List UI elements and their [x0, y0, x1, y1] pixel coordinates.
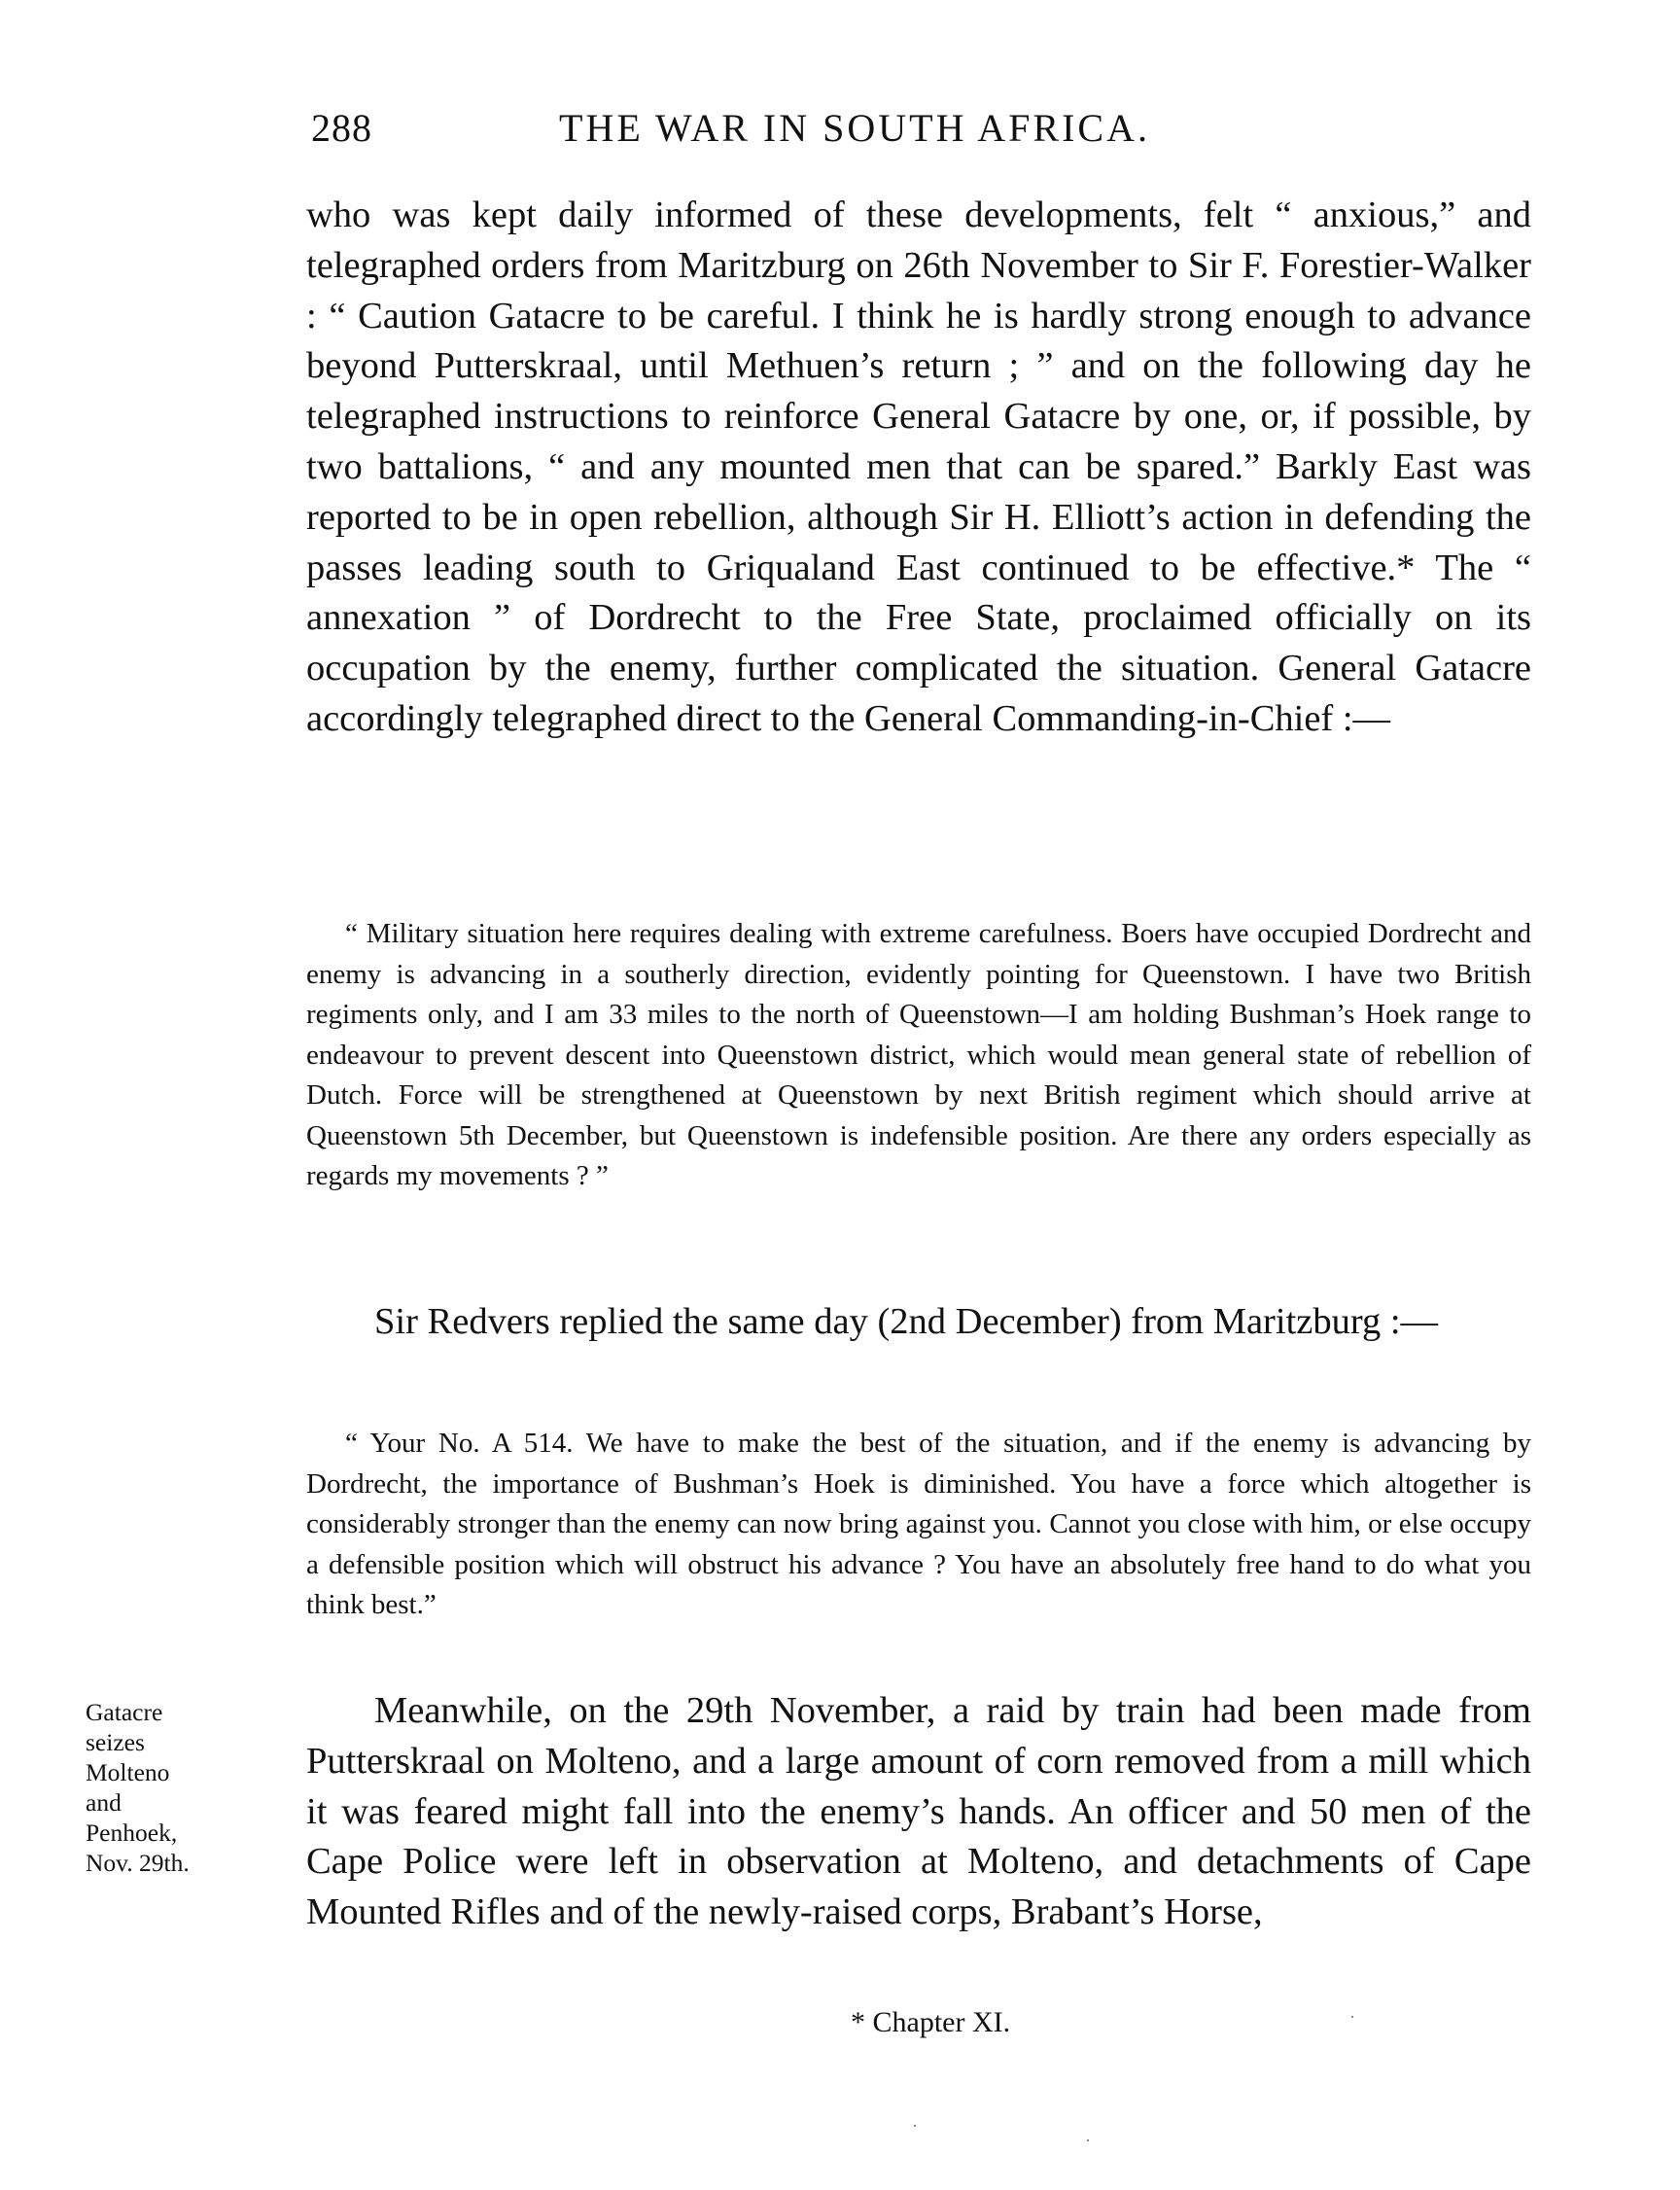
page-number: 288	[311, 106, 372, 150]
paragraph-text: who was kept daily informed of these developments, felt “ anxious,” and telegraphed orders from Maritzburg on 26th November to Sir F. Forestier-Walker : “ Caution Gatacre to be careful. I think he is hardly strong enough to advance beyond Putterskraal, until Methuen’s return ; ” and on the following day he telegraphed instructions to reinforce General Gatacre by one, or, if possible, by two battalions, “ and any mounted men that can be spared.” Barkly East was reported to be in open rebellion, although Sir H. Elliott’s action in defending the passes leading south to Griqualand East continued to be effective.* The “ annexation ” of Dordrecht to the Free State, proclaimed officially on its occupation by the enemy, further complicated the situation. General Gatacre accordingly telegraphed direct to the General Commanding-in-Chief :—	[306, 194, 1531, 739]
sidenote-line: Gatacre	[86, 1698, 163, 1726]
running-title: THE WAR IN SOUTH AFRICA.	[559, 106, 1150, 150]
scan-speck	[914, 2125, 916, 2127]
paragraph-1	[306, 191, 1531, 745]
paragraph-3	[306, 1686, 1531, 1938]
sidenote-line: seizes	[86, 1728, 145, 1756]
sidenote-line: Penhoek,	[86, 1819, 178, 1847]
telegram-quote-gatacre	[306, 914, 1531, 1197]
quote-text: “ Your No. A 514. We have to make the best of the situation, and if the enemy is advancing by Dordrecht, the importance of Bushman’s Hoek is diminished. You have a force which altogether is considerably stronger than the enemy can now bring against you. Cannot you close with him, or else occupy a defensible position which will obstruct his advance ? You have an absolutely free hand to do what you think best.”	[306, 1428, 1531, 1620]
telegram-quote-redvers	[306, 1424, 1531, 1626]
scan-speck	[1087, 2139, 1089, 2141]
paragraph-2	[306, 1297, 1531, 1348]
sidenote-line: and	[86, 1788, 122, 1817]
paragraph-text: Meanwhile, on the 29th November, a raid by train had been made from Putterskraal on Molteno, and a large amount of corn removed from a mill which it was feared might fall into the enemy’s hands. An officer and 50 men of the Cape Police were left in observation at Molteno, and detachments of Cape Mounted Rifles and of the newly-raised corps, Brabant’s Horse,	[306, 1690, 1531, 1933]
scan-speck	[1351, 2016, 1353, 2018]
page-header	[311, 105, 1536, 163]
paragraph-text: Sir Redvers replied the same day (2nd December) from Maritzburg :—	[374, 1301, 1439, 1342]
margin-sidenote	[86, 1697, 261, 1878]
quote-text: “ Military situation here requires dealing with extreme carefulness. Boers have occupied Dordrecht and enemy is advancing in a southerly direction, evidently pointing for Queenstown. I have two British regiments only, and I am 33 miles to the north of Queenstown—I am holding Bushman’s Hoek range to endeavour to prevent descent into Queenstown district, which would mean general state of rebellion of Dutch. Force will be strengthened at Queenstown by next British regiment which should arrive at Queenstown 5th December, but Queenstown is indefensible position. Are there any orders especially as regards my movements ? ”	[306, 918, 1531, 1191]
footnote: * Chapter XI.	[851, 2006, 1011, 2038]
sidenote-line: Nov. 29th.	[86, 1849, 190, 1877]
sidenote-line: Molteno	[86, 1758, 170, 1786]
